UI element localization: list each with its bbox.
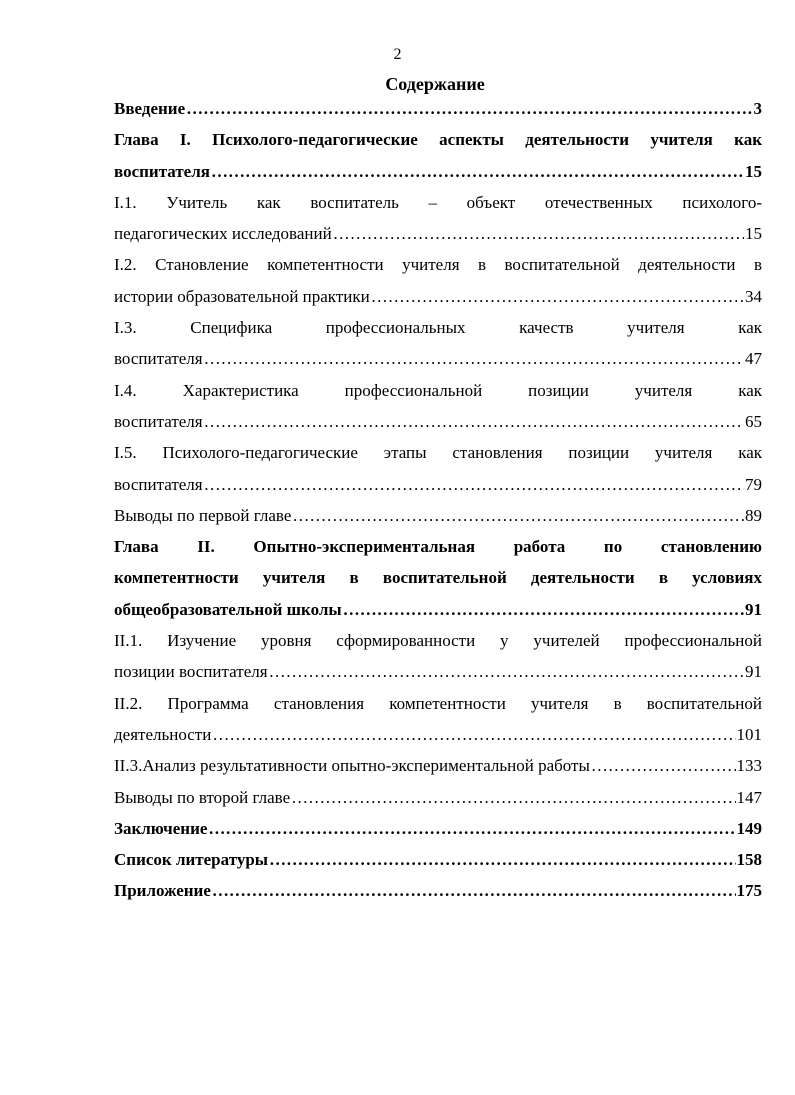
toc-entry-chapter-1[interactable] <box>114 124 762 187</box>
dot-leader <box>343 594 744 625</box>
toc-page-number: 3 <box>753 99 762 118</box>
toc-entry-text: общеобразовательной школы <box>114 599 342 619</box>
toc-line <box>114 218 762 249</box>
toc-page-number: 47 <box>745 349 762 369</box>
toc-entry-section-2-3[interactable] <box>114 750 762 781</box>
toc-page-number: 89 <box>745 505 762 525</box>
toc-line <box>114 719 762 750</box>
toc-entry-text: воспитателя <box>114 161 210 181</box>
toc-title: Содержание <box>385 74 485 94</box>
toc-entry-section-1-5[interactable] <box>114 437 762 500</box>
toc-entry-text: воспитателя <box>114 474 203 494</box>
toc-line <box>114 343 762 374</box>
toc-page-number: 79 <box>745 474 762 494</box>
toc-line <box>114 469 762 500</box>
toc-page-number: 158 <box>736 850 762 870</box>
toc-line <box>114 875 762 906</box>
toc-entry-text: педагогических исследований <box>114 224 332 244</box>
toc-entry-text: Выводы по второй главе <box>114 787 291 807</box>
toc-entry-text: II.1. Изучение уровня сформированности у учителей профессиональной <box>114 631 762 651</box>
toc-line <box>114 750 762 781</box>
toc-line <box>114 594 762 625</box>
toc-entry-text: I.1. Учитель как воспитатель – объект отечественных психолого- <box>114 192 762 212</box>
toc-entry-conclusions-chapter-1[interactable] <box>114 500 762 531</box>
toc-page-number: 91 <box>745 662 762 682</box>
toc-line <box>114 93 762 124</box>
toc-line <box>114 813 762 844</box>
toc-entry-conclusion[interactable] <box>114 813 762 844</box>
toc-entry-text: воспитателя <box>114 411 203 431</box>
toc-line <box>114 500 762 531</box>
dot-leader <box>211 156 744 187</box>
toc-entry-text: I.3. Специфика профессиональных качеств учителя как <box>114 318 762 338</box>
toc-entry-text: Выводы по первой главе <box>114 505 292 525</box>
toc-entry-references[interactable] <box>114 844 762 875</box>
page-number: 2 <box>393 46 402 63</box>
toc-entry-section-1-4[interactable] <box>114 375 762 438</box>
dot-leader <box>292 500 744 531</box>
dot-leader <box>204 343 744 374</box>
toc-page-number: 15 <box>745 161 762 181</box>
dot-leader <box>212 875 736 906</box>
toc-entry-section-2-2[interactable] <box>114 688 762 751</box>
toc-entry-text: воспитателя <box>114 349 203 369</box>
dot-leader <box>212 719 735 750</box>
toc-entry-text: I.5. Психолого-педагогические этапы становления позиции учителя как <box>114 443 762 463</box>
dot-leader <box>208 813 735 844</box>
toc-entry-text: Список литературы <box>114 850 269 870</box>
toc-entry-text: деятельности <box>114 724 212 744</box>
toc-page-number: 65 <box>745 411 762 431</box>
toc-entry-appendix[interactable] <box>114 875 762 906</box>
toc-line <box>114 656 762 687</box>
dot-leader <box>591 750 736 781</box>
toc-entry-section-1-2[interactable] <box>114 249 762 312</box>
toc-entry-text: I.2. Становление компетентности учителя в воспитательной деятельности в <box>114 255 762 275</box>
toc-line <box>114 281 762 312</box>
toc-entry-text: Заключение <box>114 818 208 838</box>
dot-leader <box>269 844 735 875</box>
toc-entry-conclusions-chapter-2[interactable] <box>114 782 762 813</box>
dot-leader <box>371 281 744 312</box>
toc-line <box>114 406 762 437</box>
toc-entry-text: Приложение <box>114 881 211 901</box>
toc-entry-text: Глава I. Психолого-педагогические аспекты деятельности учителя как <box>114 130 762 150</box>
dot-leader <box>269 656 744 687</box>
toc-page-number: 149 <box>736 818 762 838</box>
toc-page-number: 15 <box>745 224 762 244</box>
toc-entry-text: истории образовательной практики <box>114 286 370 306</box>
toc-entry-text: I.4. Характеристика профессиональной позиции учителя как <box>114 380 762 400</box>
toc-entry-text: Введение <box>114 99 186 118</box>
toc-line <box>114 844 762 875</box>
toc-page-number: 101 <box>736 724 762 744</box>
dot-leader <box>204 469 744 500</box>
toc-page-number: 175 <box>736 881 762 901</box>
toc-entry-introduction[interactable] <box>114 93 762 124</box>
toc-line <box>114 156 762 187</box>
toc-page-number: 34 <box>745 286 762 306</box>
dot-leader <box>186 93 752 124</box>
toc-entry-text: позиции воспитателя <box>114 662 268 682</box>
toc-entry-text: II.2. Программа становления компетентности учителя в воспитательной <box>114 693 762 713</box>
toc-entry-text: компетентности учителя в воспитательной деятельности в условиях <box>114 568 762 588</box>
toc-page-number: 133 <box>736 756 762 776</box>
toc-entry-text: Глава II. Опытно-экспериментальная работа по становлению <box>114 537 762 557</box>
toc-entry-section-1-1[interactable] <box>114 187 762 250</box>
dot-leader <box>333 218 744 249</box>
toc-page-number: 91 <box>745 599 762 619</box>
table-of-contents <box>114 93 762 907</box>
dot-leader <box>291 782 735 813</box>
dot-leader <box>204 406 744 437</box>
toc-entry-section-1-3[interactable] <box>114 312 762 375</box>
toc-entry-chapter-2[interactable] <box>114 531 762 625</box>
toc-page-number: 147 <box>736 787 762 807</box>
toc-line <box>114 782 762 813</box>
toc-entry-section-2-1[interactable] <box>114 625 762 688</box>
toc-entry-text: II.3.Анализ результативности опытно-экспериментальной работы <box>114 756 590 776</box>
